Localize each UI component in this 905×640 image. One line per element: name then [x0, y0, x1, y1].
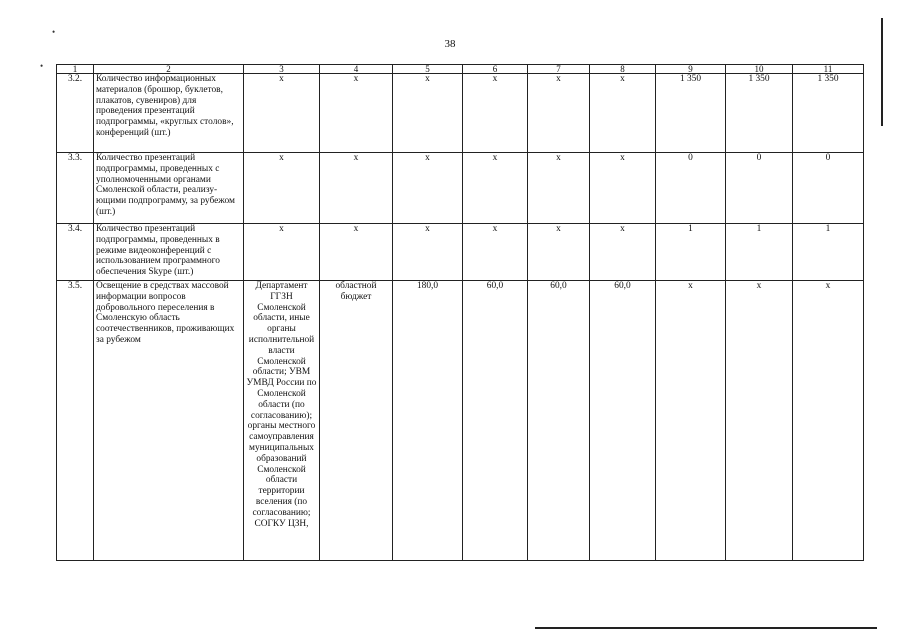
column-number: 9: [656, 65, 726, 74]
funding-source: областной бюджет: [320, 281, 393, 561]
row-description: Освещение в средствах массовой информации вопросов добровольного переселения в Смоленскую область соотечественников, проживающих за рубежом: [94, 281, 244, 561]
table-row: [57, 153, 864, 224]
cell-col-11: х: [793, 281, 864, 561]
cell-col-3: х: [244, 224, 320, 281]
row-number: 3.3.: [57, 153, 94, 224]
table-row: [57, 281, 864, 561]
table-row: [57, 74, 864, 153]
column-number: 1: [57, 65, 94, 74]
cell-col-8: 60,0: [590, 281, 656, 561]
column-number: 11: [793, 65, 864, 74]
cell-col-5: х: [393, 74, 463, 153]
cell-col-11: 1: [793, 224, 864, 281]
cell-col-9: х: [656, 281, 726, 561]
cell-col-5: х: [393, 224, 463, 281]
cell-col-5: х: [393, 153, 463, 224]
cell-col-9: 1 350: [656, 74, 726, 153]
row-number: 3.4.: [57, 224, 94, 281]
cell-col-10: 1 350: [726, 74, 793, 153]
cell-col-6: х: [463, 153, 528, 224]
cell-col-5: 180,0: [393, 281, 463, 561]
cell-col-10: 1: [726, 224, 793, 281]
cell-col-10: 0: [726, 153, 793, 224]
column-number: 4: [320, 65, 393, 74]
row-description: Количество презентаций подпрограммы, проведенных с уполномоченными органами Смоленской области, реализу-ющими подпрограмму, за рубежом (шт.): [94, 153, 244, 224]
row-description: Количество презентаций подпрограммы, проведенных в режиме видеоконференций с использованием программного обеспечения Skype (шт.): [94, 224, 244, 281]
cell-col-7: х: [528, 74, 590, 153]
column-number: 2: [94, 65, 244, 74]
table-row: [57, 224, 864, 281]
scan-speck: •: [52, 27, 56, 37]
cell-col-7: х: [528, 224, 590, 281]
cell-col-6: х: [463, 224, 528, 281]
cell-col-4: х: [320, 224, 393, 281]
column-number: 3: [244, 65, 320, 74]
column-number: 6: [463, 65, 528, 74]
responsible-executors: Департамент ГГЗН Смоленской области, иные органы исполнительной власти Смоленской области; УВМ УМВД России по Смоленской области (по согласованию); органы местного самоуправления муниципальных образований Смоленской области территории вселения (по согласованию; СОГКУ ЦЗН,: [244, 281, 320, 561]
column-number: 7: [528, 65, 590, 74]
cell-col-7: х: [528, 153, 590, 224]
cell-col-3: х: [244, 153, 320, 224]
cell-col-8: х: [590, 74, 656, 153]
column-number: 5: [393, 65, 463, 74]
scan-speck: •: [40, 61, 44, 71]
cell-col-4: х: [320, 153, 393, 224]
cell-col-3: х: [244, 74, 320, 153]
cell-col-9: 1: [656, 224, 726, 281]
column-number-row: [57, 65, 864, 74]
column-number: 10: [726, 65, 793, 74]
page-number: 38: [444, 38, 456, 50]
cell-col-10: х: [726, 281, 793, 561]
margin-rule: [881, 18, 883, 126]
row-number: 3.5.: [57, 281, 94, 561]
cell-col-11: 0: [793, 153, 864, 224]
cell-col-4: х: [320, 74, 393, 153]
column-number: 8: [590, 65, 656, 74]
row-description: Количество информационных материалов (брошюр, буклетов, плакатов, сувениров) для проведения презентаций подпрограммы, «круглых столов», конференций (шт.): [94, 74, 244, 153]
cell-col-8: х: [590, 153, 656, 224]
program-table: [56, 64, 864, 561]
cell-col-6: х: [463, 74, 528, 153]
cell-col-6: 60,0: [463, 281, 528, 561]
cell-col-7: 60,0: [528, 281, 590, 561]
cell-col-9: 0: [656, 153, 726, 224]
footer-rule: [535, 627, 877, 629]
cell-col-11: 1 350: [793, 74, 864, 153]
row-number: 3.2.: [57, 74, 94, 153]
cell-col-8: х: [590, 224, 656, 281]
